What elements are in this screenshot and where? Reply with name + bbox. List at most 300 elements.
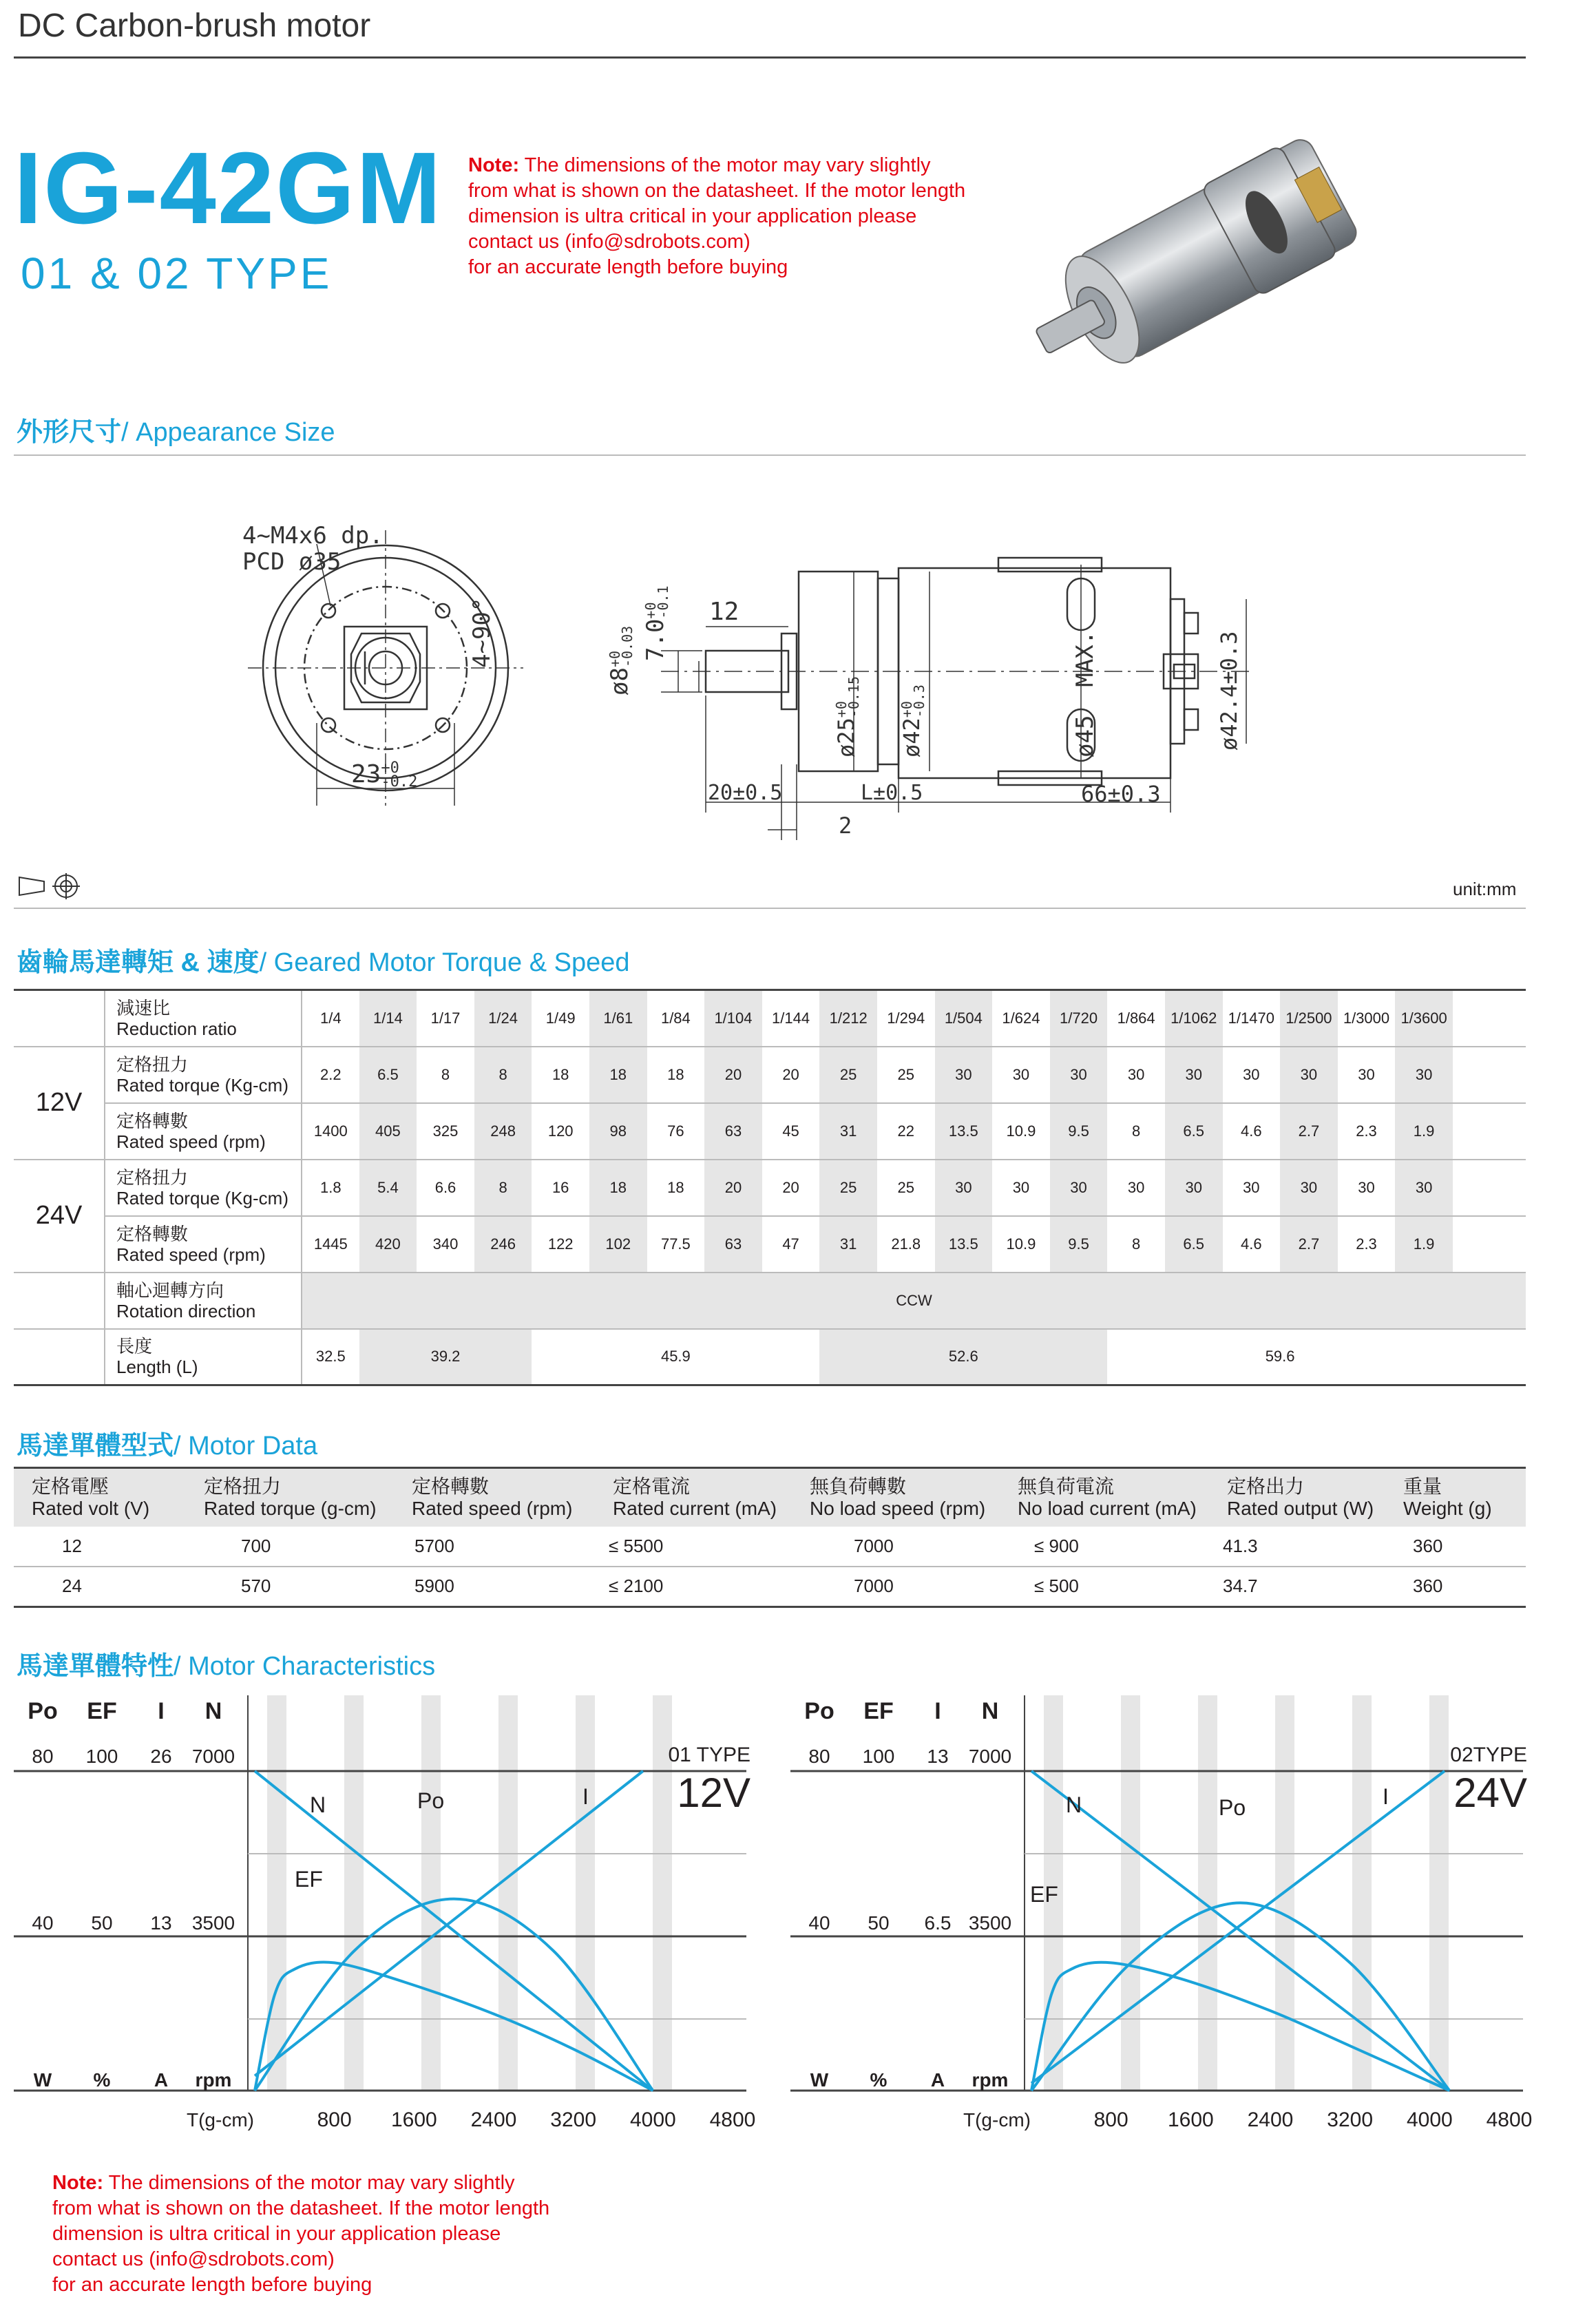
series-label: Po xyxy=(1219,1795,1246,1820)
value-cell: 30 xyxy=(1395,1047,1453,1103)
table-row xyxy=(14,1567,1526,1606)
value-cell: 1/14 xyxy=(359,990,417,1047)
length-value: 52.6 xyxy=(819,1329,1107,1385)
value-cell: 25 xyxy=(819,1160,877,1216)
value-cell: 360 xyxy=(1385,1567,1526,1606)
length-value: 45.9 xyxy=(532,1329,819,1385)
note-top xyxy=(468,153,991,280)
axis-name: Po xyxy=(28,1698,58,1724)
axis-mid-value: 40 xyxy=(808,1912,830,1934)
x-tick-label: 1600 xyxy=(1167,2108,1214,2131)
value-cell: 1/864 xyxy=(1107,990,1165,1047)
value-cell: 1/104 xyxy=(704,990,762,1047)
axis-top-value: 7000 xyxy=(191,1746,235,1767)
section-title-motor-data xyxy=(17,1424,317,1462)
row-label-en: Rated speed (rpm) xyxy=(116,1244,266,1265)
row-label-en: Rated torque (Kg-cm) xyxy=(116,1074,288,1096)
axis-mid-value: 50 xyxy=(868,1912,890,1934)
chart-band xyxy=(1121,1695,1140,2091)
axis-name: N xyxy=(981,1698,999,1724)
axis-mid-value: 40 xyxy=(32,1912,54,1934)
header-rule xyxy=(14,56,1526,59)
blank-cell xyxy=(14,1329,105,1385)
row-label xyxy=(105,1160,302,1216)
motor-data-table xyxy=(14,1467,1526,1608)
column-header xyxy=(595,1468,792,1527)
row-label-zh: 定格扭力 xyxy=(116,1166,189,1188)
note-label: Note: xyxy=(52,2172,104,2194)
note-line: from what is shown on the datasheet. If the motor length xyxy=(468,180,966,202)
row-label xyxy=(105,1216,302,1273)
unit-label: unit:mm xyxy=(1453,879,1517,899)
value-cell: 1/504 xyxy=(935,990,993,1047)
note-line: for an accurate length before buying xyxy=(468,256,788,278)
note-label: Note: xyxy=(468,154,520,176)
value-cell: 25 xyxy=(819,1047,877,1103)
table-row xyxy=(14,990,1526,1047)
value-cell: 22 xyxy=(877,1103,935,1160)
value-cell: 248 xyxy=(474,1103,532,1160)
column-header xyxy=(792,1468,1000,1527)
section-title-zh: 馬達單體型式 xyxy=(17,1432,174,1461)
value-cell: 1.9 xyxy=(1395,1103,1453,1160)
value-cell: 1/720 xyxy=(1050,990,1108,1047)
value-cell: 30 xyxy=(1395,1160,1453,1216)
x-tick-label: 3200 xyxy=(1327,2108,1374,2131)
axis-unit: % xyxy=(93,2069,111,2091)
value-cell: 30 xyxy=(992,1160,1050,1216)
value-cell: 31 xyxy=(819,1216,877,1273)
table-row xyxy=(14,1273,1526,1329)
axis-mid-value: 3500 xyxy=(191,1912,235,1934)
value-cell: 31 xyxy=(819,1103,877,1160)
row-label-en: Rotation direction xyxy=(116,1300,256,1321)
row-label-zh: 定格扭力 xyxy=(116,1054,189,1075)
value-cell: 6.5 xyxy=(359,1047,417,1103)
column-header xyxy=(1385,1468,1526,1527)
note-line: from what is shown on the datasheet. If the motor length xyxy=(52,2197,550,2219)
value-cell: 34.7 xyxy=(1209,1567,1385,1606)
value-cell: 6.6 xyxy=(417,1160,474,1216)
axis-unit: A xyxy=(930,2069,945,2091)
dim-m4: 4~M4x6 dp. xyxy=(242,522,384,550)
blank-cell xyxy=(1453,990,1526,1047)
axis-unit: rpm xyxy=(972,2069,1009,2091)
value-cell: 16 xyxy=(532,1160,589,1216)
column-header-en: Rated output (W) xyxy=(1227,1498,1374,1519)
dim-25 xyxy=(833,676,860,757)
dim-L: L±0.5 xyxy=(861,781,923,805)
value-cell: 76 xyxy=(647,1103,705,1160)
value-cell: 1400 xyxy=(302,1103,359,1160)
value-cell: 1/624 xyxy=(992,990,1050,1047)
chart-band xyxy=(421,1695,441,2091)
row-label xyxy=(105,1329,302,1385)
axis-name: N xyxy=(204,1698,222,1724)
value-cell: 7000 xyxy=(792,1527,1000,1567)
dim-shaft-8 xyxy=(606,625,636,695)
axis-top-value: 7000 xyxy=(968,1746,1012,1767)
chart-subtitle: 01 TYPE xyxy=(668,1744,750,1766)
table-row xyxy=(14,1329,1526,1385)
value-cell: 120 xyxy=(532,1103,589,1160)
section-title-en: / Motor Characteristics xyxy=(174,1652,436,1681)
value-cell: 10.9 xyxy=(992,1216,1050,1273)
section-title-en: / Appearance Size xyxy=(121,418,335,447)
axis-mid-value: 50 xyxy=(91,1912,113,1934)
column-header-zh: 定格出力 xyxy=(1227,1476,1305,1497)
axis-unit: % xyxy=(870,2069,888,2091)
section-title-zh: 外形尺寸 xyxy=(17,418,122,447)
note-line: dimension is ultra critical in your application please xyxy=(52,2223,501,2245)
column-header xyxy=(1209,1468,1385,1527)
length-value: 59.6 xyxy=(1107,1329,1453,1385)
x-axis-label: T(g-cm) xyxy=(963,2109,1031,2131)
side-view-drawing xyxy=(592,523,1322,854)
blank-cell xyxy=(14,1273,105,1329)
series-label: I xyxy=(582,1784,589,1809)
value-cell: ≤ 5500 xyxy=(595,1527,792,1567)
axis-mid-value: 13 xyxy=(150,1912,172,1934)
axis-top-value: 100 xyxy=(85,1746,118,1767)
value-cell: 10.9 xyxy=(992,1103,1050,1160)
value-cell: 9.5 xyxy=(1050,1103,1108,1160)
dim-value: 7.0 xyxy=(642,618,669,661)
value-cell: 360 xyxy=(1385,1527,1526,1567)
value-cell: 98 xyxy=(589,1103,647,1160)
dim-angle: 4~90° xyxy=(468,597,496,668)
value-cell: 30 xyxy=(1050,1047,1108,1103)
x-axis-label: T(g-cm) xyxy=(187,2109,254,2131)
dim-value: ø8 xyxy=(606,667,633,695)
value-cell: 30 xyxy=(935,1160,993,1216)
value-cell: 6.5 xyxy=(1165,1216,1223,1273)
value-cell: 12 xyxy=(14,1527,186,1567)
blank-cell xyxy=(1453,1160,1526,1216)
dim-42 xyxy=(899,684,925,757)
value-cell: 8 xyxy=(417,1047,474,1103)
column-header-en: Rated current (mA) xyxy=(613,1498,777,1519)
row-label-zh: 定格轉數 xyxy=(116,1223,189,1244)
row-label xyxy=(105,1273,302,1329)
column-header xyxy=(14,1468,186,1527)
section-rule xyxy=(14,908,1526,909)
row-label-zh: 軸心迴轉方向 xyxy=(116,1279,224,1301)
value-cell: 47 xyxy=(762,1216,820,1273)
section-title-gear xyxy=(17,941,630,978)
x-tick-label: 4000 xyxy=(629,2108,676,2131)
table-row xyxy=(14,1527,1526,1567)
value-cell: 1/61 xyxy=(589,990,647,1047)
gear-table xyxy=(14,989,1526,1386)
note-line: dimension is ultra critical in your application please xyxy=(468,205,917,227)
column-header-zh: 定格電壓 xyxy=(32,1476,109,1497)
value-cell: 30 xyxy=(935,1047,993,1103)
dim-45-max: ø45 MAX. xyxy=(1071,630,1099,757)
section-title-en: / Geared Motor Torque & Speed xyxy=(259,948,630,977)
value-cell: 1/4 xyxy=(302,990,359,1047)
value-cell: 13.5 xyxy=(935,1216,993,1273)
value-cell: ≤ 500 xyxy=(1000,1567,1209,1606)
value-cell: 700 xyxy=(186,1527,394,1567)
section-title-zh: 馬達單體特性 xyxy=(17,1652,174,1681)
value-cell: 1445 xyxy=(302,1216,359,1273)
value-cell: 1.8 xyxy=(302,1160,359,1216)
axis-top-value: 80 xyxy=(808,1746,830,1767)
table-row xyxy=(14,1047,1526,1103)
x-tick-label: 1600 xyxy=(390,2108,437,2131)
dim-width-23 xyxy=(351,760,417,789)
x-tick-label: 4800 xyxy=(1486,2108,1533,2131)
row-label-zh: 減速比 xyxy=(116,997,171,1018)
value-cell: 63 xyxy=(704,1216,762,1273)
value-cell: 30 xyxy=(1223,1160,1281,1216)
value-cell: 4.6 xyxy=(1223,1216,1281,1273)
value-cell: 30 xyxy=(1107,1160,1165,1216)
section-title-characteristics xyxy=(17,1644,435,1682)
column-header-zh: 定格扭力 xyxy=(204,1476,282,1497)
note-line: The dimensions of the motor may vary slightly xyxy=(519,154,931,176)
value-cell: 30 xyxy=(1165,1160,1223,1216)
value-cell: 1/212 xyxy=(819,990,877,1047)
value-cell: 2.3 xyxy=(1338,1216,1396,1273)
value-cell: 325 xyxy=(417,1103,474,1160)
value-cell: 9.5 xyxy=(1050,1216,1108,1273)
value-cell: 340 xyxy=(417,1216,474,1273)
column-header xyxy=(186,1468,394,1527)
note-line: contact us (info@sdrobots.com) xyxy=(52,2248,335,2270)
voltage-label: 24V xyxy=(14,1160,105,1273)
value-cell: 30 xyxy=(992,1047,1050,1103)
voltage-label: 12V xyxy=(14,1047,105,1160)
value-cell: 1/2500 xyxy=(1280,990,1338,1047)
series-line-ef xyxy=(1031,1963,1449,2091)
value-cell: 2.7 xyxy=(1280,1103,1338,1160)
x-tick-label: 4000 xyxy=(1406,2108,1453,2131)
chart-title: 12V xyxy=(677,1770,750,1816)
value-cell: 1/17 xyxy=(417,990,474,1047)
dim-2: 2 xyxy=(839,813,852,839)
chart-band xyxy=(1429,1695,1449,2091)
value-cell: 45 xyxy=(762,1103,820,1160)
value-cell: 30 xyxy=(1050,1160,1108,1216)
table-row xyxy=(14,1103,1526,1160)
column-header-zh: 定格轉數 xyxy=(412,1476,490,1497)
chart-band xyxy=(498,1695,518,2091)
dim-20: 20±0.5 xyxy=(708,781,783,805)
row-label-en: Length (L) xyxy=(116,1357,198,1378)
value-cell: 30 xyxy=(1338,1047,1396,1103)
x-tick-label: 800 xyxy=(317,2108,352,2131)
motor-characteristics-chart-24v xyxy=(790,1688,1541,2143)
table-row xyxy=(14,1216,1526,1273)
dim-tol-top: +0 xyxy=(381,760,399,777)
axis-unit: A xyxy=(154,2069,169,2091)
dim-tol-bot: -0.3 xyxy=(911,684,927,718)
dim-pcd: PCD ø35 xyxy=(242,548,342,576)
value-cell: 420 xyxy=(359,1216,417,1273)
value-cell: 77.5 xyxy=(647,1216,705,1273)
series-label: N xyxy=(1066,1792,1082,1817)
value-cell: 1/49 xyxy=(532,990,589,1047)
dim-value: 23 xyxy=(351,760,381,788)
value-cell: 8 xyxy=(1107,1103,1165,1160)
dim-value: ø25 xyxy=(833,718,859,757)
value-cell: 18 xyxy=(647,1047,705,1103)
value-cell: 25 xyxy=(877,1160,935,1216)
dim-tol-top: +0 xyxy=(642,602,659,619)
value-cell: 30 xyxy=(1165,1047,1223,1103)
row-label-en: Reduction ratio xyxy=(116,1018,237,1039)
value-cell: 30 xyxy=(1338,1160,1396,1216)
dim-tol-top: +0 xyxy=(833,701,850,718)
axis-top-value: 100 xyxy=(862,1746,895,1767)
note-line: for an accurate length before buying xyxy=(52,2274,372,2296)
x-tick-label: 3200 xyxy=(550,2108,597,2131)
blank-cell xyxy=(1453,1216,1526,1273)
value-cell: 18 xyxy=(532,1047,589,1103)
blank-cell xyxy=(1453,1103,1526,1160)
row-label-zh: 長度 xyxy=(116,1336,153,1357)
series-label: I xyxy=(1383,1784,1389,1809)
column-header-en: Rated torque (g-cm) xyxy=(204,1498,377,1519)
axis-mid-value: 6.5 xyxy=(924,1912,952,1934)
value-cell: 30 xyxy=(1223,1047,1281,1103)
dim-tol-bot: -0.1 xyxy=(654,585,671,619)
dim-66: 66±0.3 xyxy=(1081,781,1161,807)
row-label xyxy=(105,1103,302,1160)
value-cell: 246 xyxy=(474,1216,532,1273)
value-cell: 1/1062 xyxy=(1165,990,1223,1047)
value-cell: 8 xyxy=(474,1047,532,1103)
section-rule xyxy=(14,454,1526,456)
dim-tol-bot: -0.2 xyxy=(381,773,418,791)
table-row xyxy=(14,1160,1526,1216)
value-cell: 5700 xyxy=(394,1527,595,1567)
value-cell: 18 xyxy=(589,1160,647,1216)
column-header-en: Rated volt (V) xyxy=(32,1498,150,1519)
note-bottom xyxy=(52,2170,576,2298)
series-label: N xyxy=(310,1792,326,1817)
series-label: EF xyxy=(1030,1882,1058,1907)
axis-name: EF xyxy=(87,1698,117,1724)
section-title-en: / Motor Data xyxy=(174,1432,318,1461)
motor-photo xyxy=(1005,76,1391,434)
document-title: DC Carbon-brush motor xyxy=(18,8,371,44)
column-header-zh: 無負荷轉數 xyxy=(810,1476,907,1497)
value-cell: 5.4 xyxy=(359,1160,417,1216)
value-cell: 13.5 xyxy=(935,1103,993,1160)
blank-cell xyxy=(1453,1329,1526,1385)
value-cell: 405 xyxy=(359,1103,417,1160)
column-header-zh: 無負荷電流 xyxy=(1018,1476,1115,1497)
value-cell: 1/84 xyxy=(647,990,705,1047)
axis-mid-value: 3500 xyxy=(968,1912,1012,1934)
row-label xyxy=(105,990,302,1047)
section-title-zh: 齒輪馬達轉矩 & 速度 xyxy=(17,948,260,977)
column-header-zh: 重量 xyxy=(1403,1476,1442,1497)
axis-top-value: 80 xyxy=(32,1746,54,1767)
value-cell: 1/3000 xyxy=(1338,990,1396,1047)
series-label: EF xyxy=(295,1867,323,1892)
chart-band xyxy=(1352,1695,1372,2091)
axis-unit: W xyxy=(810,2069,829,2091)
value-cell: 4.6 xyxy=(1223,1103,1281,1160)
chart-band xyxy=(267,1695,286,2091)
value-cell: 24 xyxy=(14,1567,186,1606)
value-cell: 5900 xyxy=(394,1567,595,1606)
rotation-value: CCW xyxy=(302,1273,1526,1329)
x-tick-label: 4800 xyxy=(709,2108,756,2131)
dim-value: ø42 xyxy=(899,718,925,757)
dim-tol-top: +0 xyxy=(606,650,623,668)
axis-top-value: 13 xyxy=(927,1746,949,1767)
dim-42-4: ø42.4±0.3 xyxy=(1216,631,1242,751)
column-header-en: No load current (mA) xyxy=(1018,1498,1197,1519)
series-label: Po xyxy=(417,1788,445,1813)
x-tick-label: 800 xyxy=(1093,2108,1128,2131)
axis-unit: rpm xyxy=(195,2069,232,2091)
blank-cell xyxy=(14,990,105,1047)
value-cell: 1/294 xyxy=(877,990,935,1047)
value-cell: 570 xyxy=(186,1567,394,1606)
dim-tol-bot: -0.03 xyxy=(618,625,636,668)
value-cell: 122 xyxy=(532,1216,589,1273)
value-cell: 2.2 xyxy=(302,1047,359,1103)
value-cell: 18 xyxy=(647,1160,705,1216)
column-header-en: No load speed (rpm) xyxy=(810,1498,986,1519)
value-cell: 25 xyxy=(877,1047,935,1103)
value-cell: 30 xyxy=(1280,1047,1338,1103)
value-cell: 102 xyxy=(589,1216,647,1273)
column-header-zh: 定格電流 xyxy=(613,1476,691,1497)
column-header-en: Weight (g) xyxy=(1403,1498,1492,1519)
row-label-zh: 定格轉數 xyxy=(116,1110,189,1131)
column-header-en: Rated speed (rpm) xyxy=(412,1498,573,1519)
value-cell: 20 xyxy=(704,1160,762,1216)
model-type: 01 & 02 TYPE xyxy=(21,249,333,298)
row-label xyxy=(105,1047,302,1103)
section-title-appearance xyxy=(17,410,335,448)
note-line: The dimensions of the motor may vary slightly xyxy=(103,2172,515,2194)
value-cell: ≤ 900 xyxy=(1000,1527,1209,1567)
axis-name: EF xyxy=(863,1698,894,1724)
value-cell: 20 xyxy=(762,1047,820,1103)
value-cell: 18 xyxy=(589,1047,647,1103)
value-cell: 8 xyxy=(1107,1216,1165,1273)
value-cell: 1.9 xyxy=(1395,1216,1453,1273)
axis-top-value: 26 xyxy=(150,1746,172,1767)
dim-tol-top: +0 xyxy=(899,701,915,718)
axis-name: I xyxy=(934,1698,941,1724)
value-cell: 7000 xyxy=(792,1567,1000,1606)
value-cell: 6.5 xyxy=(1165,1103,1223,1160)
model-name: IG-42GM xyxy=(14,132,443,245)
value-cell: 20 xyxy=(704,1047,762,1103)
value-cell: 30 xyxy=(1107,1047,1165,1103)
row-label-en: Rated speed (rpm) xyxy=(116,1131,266,1152)
blank-cell xyxy=(1453,1047,1526,1103)
chart-subtitle: 02TYPE xyxy=(1450,1744,1527,1766)
motor-characteristics-chart-12v xyxy=(14,1688,764,2143)
length-value: 32.5 xyxy=(302,1329,359,1385)
value-cell: 2.7 xyxy=(1280,1216,1338,1273)
chart-title: 24V xyxy=(1453,1770,1527,1816)
value-cell: 20 xyxy=(762,1160,820,1216)
value-cell: 2.3 xyxy=(1338,1103,1396,1160)
dim-12: 12 xyxy=(709,598,739,626)
value-cell: 63 xyxy=(704,1103,762,1160)
